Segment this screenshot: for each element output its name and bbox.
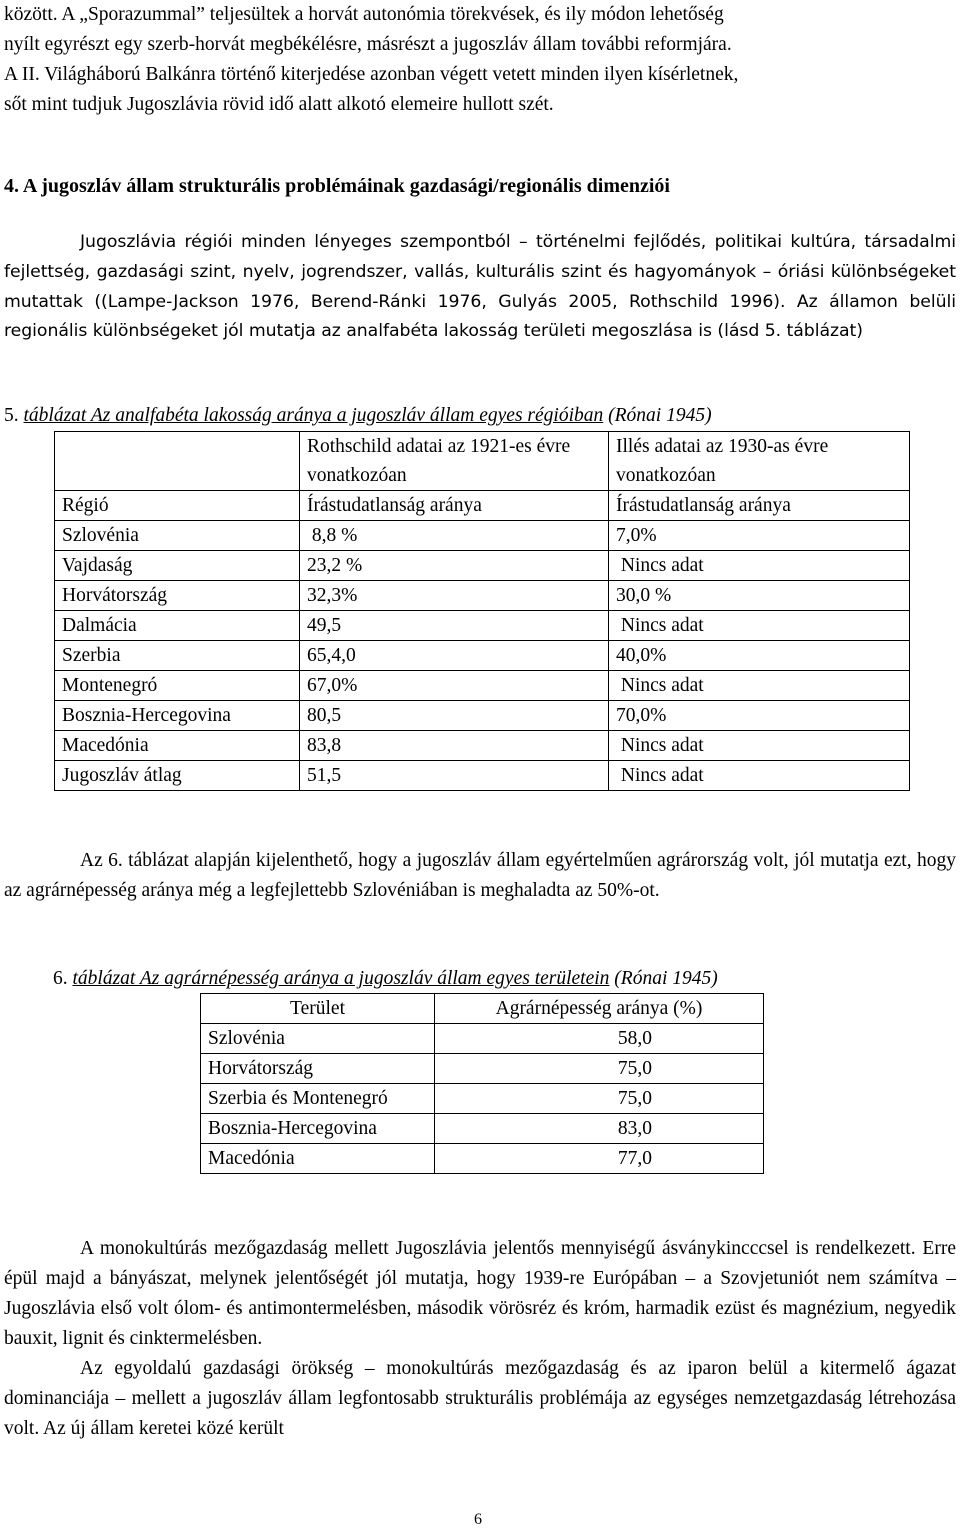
rate-1930-cell: Nincs adat: [609, 551, 910, 581]
rate-1921-cell: 51,5: [300, 761, 609, 791]
agrarian-paragraph: [4, 846, 956, 906]
regional-differences-paragraph: [4, 228, 956, 347]
intro-line: A II. Világháború Balkánra történő kiterjedése azonban végett vetett minden ilyen kísérletnek,: [4, 64, 739, 85]
header-cell: [55, 432, 300, 491]
rate-1930-cell: 30,0 %: [609, 581, 910, 611]
region-cell: Szlovénia: [55, 521, 300, 551]
rate-1921-cell: 83,8: [300, 731, 609, 761]
table-row: [55, 581, 910, 611]
table-row: [201, 1114, 764, 1144]
header-cell-agrarian-share: Agrárnépesség aránya (%): [435, 994, 764, 1024]
table6-caption-source: (Rónai 1945): [614, 968, 718, 989]
rate-1921-cell: 67,0%: [300, 671, 609, 701]
illiteracy-table-body: [55, 432, 910, 791]
paragraph-text: Az 6. táblázat alapján kijelenthető, hogy a jugoszláv állam egyértelműen agrárország volt, jól mutatja ezt, hogy az agrárnépesség aránya még a legfejlettebb Szlovéniában is meghaladta az 50%-ot.: [4, 850, 956, 901]
region-cell: Dalmácia: [55, 611, 300, 641]
rate-1930-cell: 40,0%: [609, 641, 910, 671]
region-cell: Macedónia: [55, 731, 300, 761]
section-heading: 4. A jugoszláv állam strukturális problémáinak gazdasági/regionális dimenziói: [4, 175, 670, 197]
agrarian-table-body: [201, 994, 764, 1174]
header-cell-region: Régió: [55, 491, 300, 521]
territory-cell: Szerbia és Montenegró: [201, 1084, 435, 1114]
table6-caption-title: táblázat Az agrárnépesség aránya a jugoszláv állam egyes területein: [72, 968, 610, 989]
territory-cell: Bosznia-Hercegovina: [201, 1114, 435, 1144]
table6-caption: [53, 964, 718, 994]
rate-1930-cell: Nincs adat: [609, 731, 910, 761]
table-row: [201, 1084, 764, 1114]
paragraph-text: Jugoszlávia régiói minden lényeges szempontból – történelmi fejlődés, politikai kultúra, társadalmi fejlettség, gazdasági szint, nyelv, jogrendszer, vallás, kulturális szint és hagyományok – óriási különbségeket mutattak ((Lampe-Jackson 1976, Berend-Ránki 1976, Gulyás 2005, Rothschild 1996).: [4, 232, 956, 312]
rate-1921-cell: 32,3%: [300, 581, 609, 611]
region-cell: Jugoszláv átlag: [55, 761, 300, 791]
table-row: [55, 521, 910, 551]
header-cell-rate-1921: Írástudatlanság aránya: [300, 491, 609, 521]
rate-1921-cell: 49,5: [300, 611, 609, 641]
table-row: [55, 731, 910, 761]
header-cell-rothschild: Rothschild adatai az 1921-es évre vonatkozóan: [300, 432, 609, 491]
paragraph-text-tail: Az államon belüli regionális különbségeket jól mutatja az analfabéta lakosság területi megoszlása is (lásd 5. táblázat): [4, 291, 956, 342]
rate-1930-cell: Nincs adat: [609, 761, 910, 791]
table5-caption-number: 5.: [4, 405, 19, 426]
rate-1921-cell: 8,8 %: [300, 521, 609, 551]
agrarian-population-table: [200, 993, 764, 1174]
table-header-row: [55, 432, 910, 491]
table-row: [201, 1054, 764, 1084]
page-number: 6: [474, 1511, 482, 1528]
intro-paragraph: [4, 0, 956, 120]
illiteracy-table: [54, 431, 910, 791]
table5-caption-title: táblázat Az analfabéta lakosság aránya a jugoszláv állam egyes régióiban: [23, 405, 604, 426]
region-cell: Horvátország: [55, 581, 300, 611]
intro-line: sőt mint tudjuk Jugoszlávia rövid idő alatt alkotó elemeire hullott szét.: [4, 94, 554, 115]
header-cell-illes: Illés adatai az 1930-as évre vonatkozóan: [609, 432, 910, 491]
territory-cell: Macedónia: [201, 1144, 435, 1174]
territory-cell: Horvátország: [201, 1054, 435, 1084]
rate-1930-cell: 7,0%: [609, 521, 910, 551]
table-row: [55, 551, 910, 581]
rate-1930-cell: Nincs adat: [609, 671, 910, 701]
rate-1921-cell: 65,4,0: [300, 641, 609, 671]
intro-line: nyílt egyrészt egy szerb-horvát megbékélésre, másrészt a jugoszláv állam további reformjára.: [4, 34, 732, 55]
mining-paragraphs: [4, 1234, 956, 1444]
region-cell: Vajdaság: [55, 551, 300, 581]
header-cell-rate-1930: Írástudatlanság aránya: [609, 491, 910, 521]
agrarian-share-cell: 75,0: [435, 1054, 764, 1084]
rate-1930-cell: 70,0%: [609, 701, 910, 731]
rate-1930-cell: Nincs adat: [609, 611, 910, 641]
agrarian-share-cell: 75,0: [435, 1084, 764, 1114]
table-row: [55, 611, 910, 641]
intro-line: között. A „Sporazummal” teljesültek a horvát autonómia törekvések, és ily módon lehetőség: [4, 4, 724, 25]
table-header-row: [55, 491, 910, 521]
agrarian-share-cell: 58,0: [435, 1024, 764, 1054]
paragraph-text: Az egyoldalú gazdasági örökség – monokultúrás mezőgazdaság és az iparon belül a kitermelő ágazat dominanciája – mellett a jugoszláv állam legfontosabb strukturális problémája az egységes nemzetgazdaság létrehozása volt. Az új állam keretei közé került: [4, 1358, 956, 1439]
table-header-row: [201, 994, 764, 1024]
agrarian-share-cell: 83,0: [435, 1114, 764, 1144]
paragraph-text: A monokultúrás mezőgazdaság mellett Jugoszlávia jelentős mennyiségű ásványkincccsel is rendelkezett. Erre épül majd a bányászat, melynek jelentőségét jól mutatja, hogy 1939-re Európában – a Szovjetuniót nem számítva – Jugoszlávia első volt ólom- és antimontermelésben, második vörösréz és króm, harmadik ezüst és magnézium, negyedik bauxit, lignit és cinktermelésben.: [4, 1238, 956, 1349]
table-row: [55, 671, 910, 701]
table-row: [201, 1144, 764, 1174]
rate-1921-cell: 80,5: [300, 701, 609, 731]
territory-cell: Szlovénia: [201, 1024, 435, 1054]
table-row: [201, 1024, 764, 1054]
header-cell-territory: Terület: [201, 994, 435, 1024]
table5-caption: [4, 401, 712, 431]
table6-caption-number: 6.: [53, 968, 68, 989]
table-row: [55, 701, 910, 731]
table-row: [55, 761, 910, 791]
region-cell: Bosznia-Hercegovina: [55, 701, 300, 731]
rate-1921-cell: 23,2 %: [300, 551, 609, 581]
region-cell: Montenegró: [55, 671, 300, 701]
table5-caption-source: (Rónai 1945): [608, 405, 712, 426]
table-row: [55, 641, 910, 671]
agrarian-share-cell: 77,0: [435, 1144, 764, 1174]
region-cell: Szerbia: [55, 641, 300, 671]
